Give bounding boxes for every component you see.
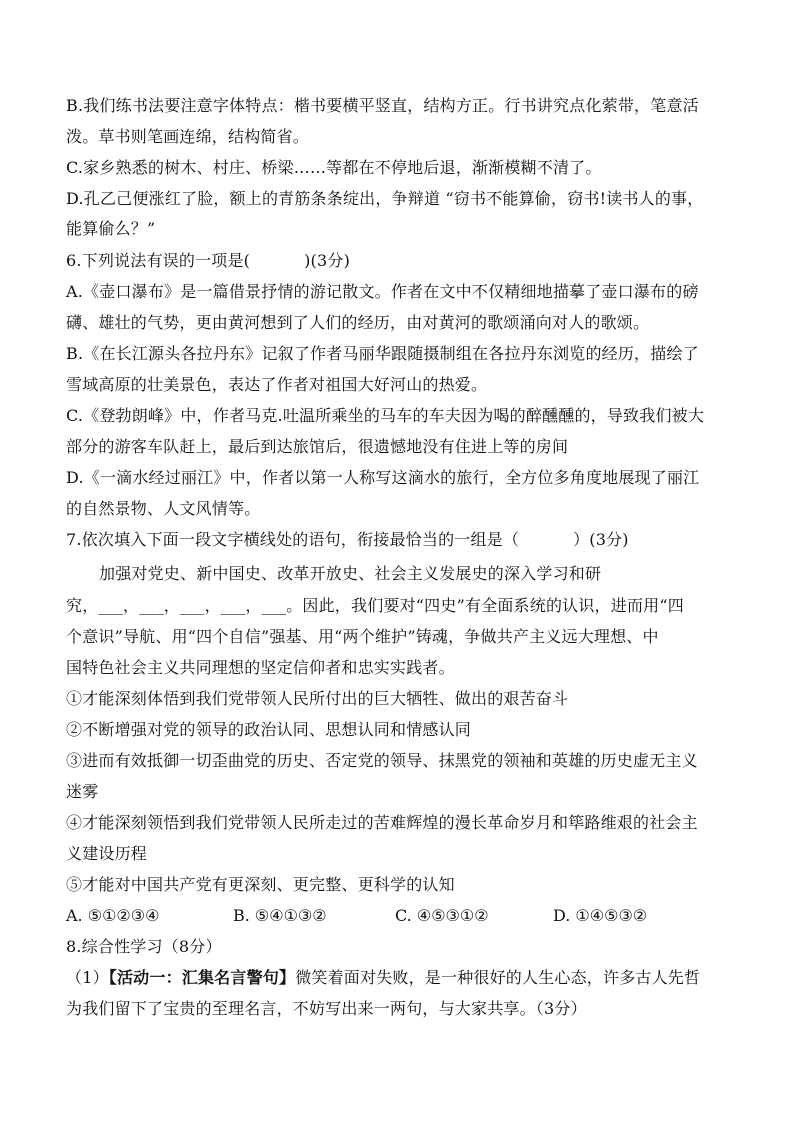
q6-option-a-line1: A.《壶口瀑布》是一篇借景抒情的游记散文。作者在文中不仅精细地描摹了壶口瀑布的磅 (66, 282, 699, 301)
q7-item-4-line2: 义建设历程 (66, 844, 148, 863)
q7-stem (66, 530, 629, 550)
q7-passage-line1: 加强对党史、新中国史、改革开放史、社会主义发展史的深入学习和研 (99, 564, 602, 583)
q5-option-c: C.家乡熟悉的树木、村庄、桥梁……等都在不停地后退，渐渐模糊不清了。 (66, 158, 602, 177)
q6-option-d-line1: D.《一滴水经过丽江》中，作者以第一人称写这滴水的旅行，全方位多角度地展现了丽江 (66, 468, 700, 487)
q6-option-d-line2: 的自然景物、人文风情等。 (66, 499, 261, 518)
q7-stem-prefix: 7.依次填入下面一段文字横线处的语句，衔接最恰当的一组是（ (66, 530, 520, 549)
q5-option-b-line1: B.我们练书法要注意字体特点：楷书要横平竖直，结构方正。行书讲究点化萦带，笔意活 (66, 96, 699, 115)
q8-part1-line2: 为我们留下了宝贵的至理名言，不妨写出来一两句，与大家共享。（3分） (66, 999, 587, 1018)
q8-part1-text-line1: 微笑着面对失败，是一种很好的人生心态，许多古人先哲 (295, 968, 701, 987)
q7-choice-a[interactable]: A. ⑤①②③④ (66, 906, 160, 925)
q7-stem-suffix: ）(3分) (573, 530, 629, 549)
q7-item-3-line1: ③进而有效抵御一切歪曲党的历史、否定党的领导、抹黑党的领袖和英雄的历史虚无主义 (66, 751, 698, 770)
q6-stem-prefix: 6.下列说法有误的一项是( (66, 251, 251, 270)
q6-stem-suffix: )(3分) (304, 251, 351, 270)
q7-item-4-line1: ④才能深刻领悟到我们党带领人民所走过的苦难辉煌的漫长革命岁月和筚路维艰的社会主 (66, 813, 698, 832)
q6-option-c-line1: C.《登勃朗峰》中，作者马克.吐温所乘坐的马车的车夫因为喝的醉醺醺的，导致我们被大 (66, 406, 705, 425)
q5-option-d-line2: 能算偷么？” (66, 219, 156, 238)
q5-option-b-line2: 泼。草书则笔画连绵，结构简省。 (66, 127, 310, 146)
q8-part1-number: （1） (66, 968, 109, 987)
q7-item-5: ⑤才能对中国共产党有更深刻、更完整、更科学的认知 (66, 875, 455, 894)
q6-option-b-line1: B.《在长江源头各拉丹东》记叙了作者马丽华跟随摄制组在各拉丹东浏览的经历，描绘了 (66, 344, 699, 363)
q7-choice-d[interactable]: D. ①④⑤③② (553, 906, 648, 925)
q6-option-b-line2: 雪域高原的壮美景色，表达了作者对祖国大好河山的热爱。 (66, 375, 488, 394)
q6-stem (66, 251, 350, 271)
q7-item-3-line2: 迷雾 (66, 782, 99, 801)
q5-option-d-line1: D.孔乙己便涨红了脸，额上的青筋条条绽出，争辩道 “窃书不能算偷，窃书!读书人的事， (66, 189, 704, 208)
q7-passage-line3: 个意识”导航、用“四个自信”强基、用“两个维护”铸魂，争做共产主义远大理想、中 (66, 627, 659, 646)
q7-item-2: ②不断增强对党的领导的政治认同、思想认同和情感认同 (66, 720, 472, 739)
q6-option-a-line2: 礴、雄壮的气势，更由黄河想到了人们的经历，由对黄河的歌颂涌向对人的歌颂。 (66, 313, 650, 332)
q7-choice-c[interactable]: C. ④⑤③①② (395, 906, 489, 925)
q6-option-c-line2: 部分的游客车队赶上，最后到达旅馆后，很遗憾地没有住进上等的房间 (66, 437, 569, 456)
q8-part1-title: 【活动一：汇集名言警句】 (108, 968, 296, 987)
q7-item-1: ①才能深刻体悟到我们党带领人民所付出的巨大牺牲、做出的艰苦奋斗 (66, 689, 569, 708)
q7-choice-b[interactable]: B. ⑤④①③② (233, 906, 327, 925)
q7-passage-line4: 国特色社会主义共同理想的坚定信仰者和忠实实践者。 (66, 658, 455, 677)
q8-part1-line1 (66, 968, 700, 988)
q8-stem: 8.综合性学习（8分） (66, 937, 222, 956)
q7-passage-line2: 究，___，___，___，___，___。因此，我们要对“四史”有全面系统的认识，进而用“四 (66, 596, 684, 615)
